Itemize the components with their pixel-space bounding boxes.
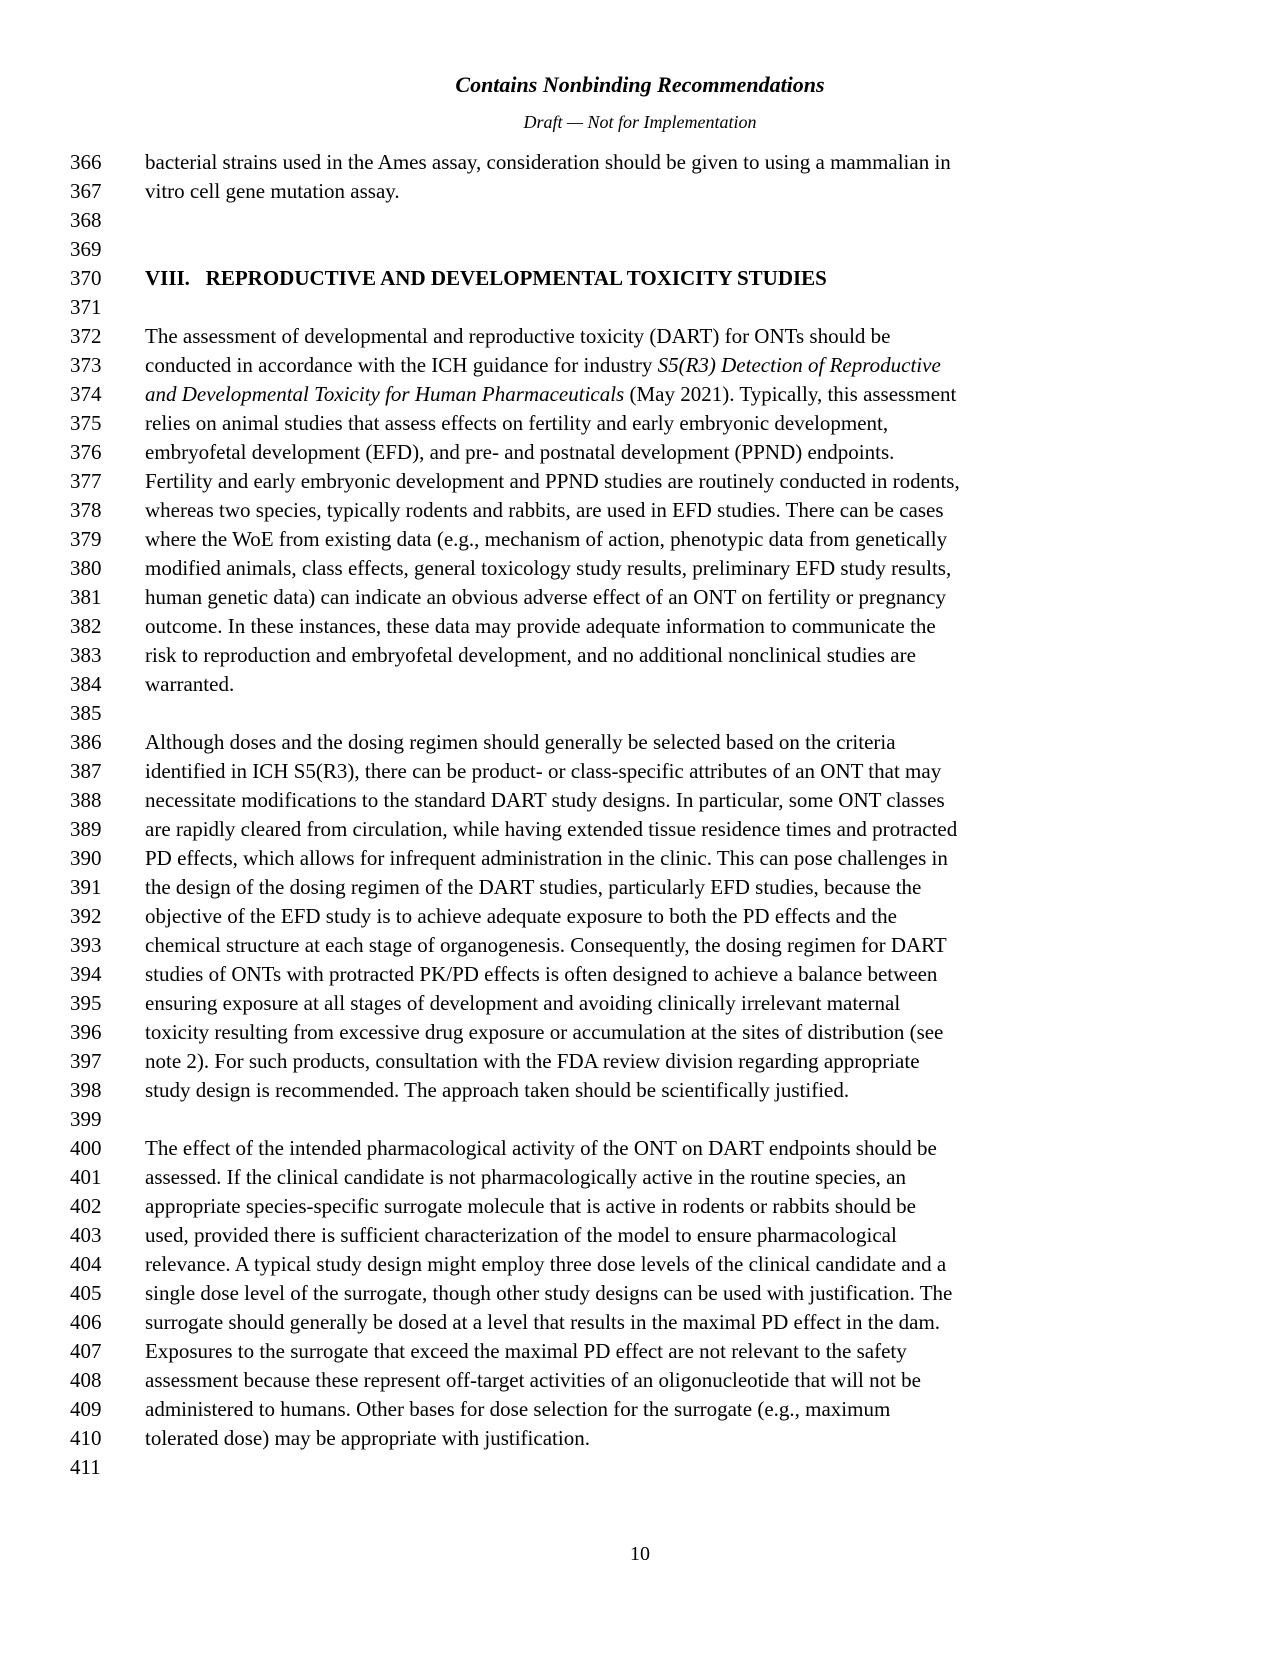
document-line — [0, 670, 1280, 699]
line-number: 373 — [70, 353, 102, 377]
line-number: 400 — [70, 1136, 102, 1160]
line-text: where the WoE from existing data (e.g., mechanism of action, phenotypic data from genetically — [145, 527, 948, 551]
document-line — [0, 235, 1280, 264]
line-number: 410 — [70, 1426, 102, 1450]
line-text: studies of ONTs with protracted PK/PD effects is often designed to achieve a balance between — [145, 962, 938, 986]
line-number: 368 — [70, 208, 102, 232]
document-line — [0, 554, 1280, 583]
line-text: The assessment of developmental and reproductive toxicity (DART) for ONTs should be — [145, 324, 891, 348]
document-line — [0, 612, 1280, 641]
line-text: necessitate modifications to the standard DART study designs. In particular, some ONT classes — [145, 788, 945, 812]
document-line — [0, 699, 1280, 728]
line-text: Although doses and the dosing regimen should generally be selected based on the criteria — [145, 730, 896, 754]
line-number: 377 — [70, 469, 102, 493]
document-line — [0, 902, 1280, 931]
line-number: 370 — [70, 266, 102, 290]
line-number: 379 — [70, 527, 102, 551]
line-text: PD effects, which allows for infrequent administration in the clinic. This can pose challenges in — [145, 846, 948, 870]
line-number: 391 — [70, 875, 102, 899]
line-text: modified animals, class effects, general toxicology study results, preliminary EFD study results, — [145, 556, 952, 580]
line-text: administered to humans. Other bases for dose selection for the surrogate (e.g., maximum — [145, 1397, 891, 1421]
line-text: outcome. In these instances, these data may provide adequate information to communicate the — [145, 614, 936, 638]
line-number: 376 — [70, 440, 102, 464]
line-text: embryofetal development (EFD), and pre- and postnatal development (PPND) endpoints. — [145, 440, 895, 464]
line-number: 372 — [70, 324, 102, 348]
document-line — [0, 148, 1280, 177]
document-line — [0, 931, 1280, 960]
line-text: appropriate species-specific surrogate molecule that is active in rodents or rabbits should be — [145, 1194, 916, 1218]
document-line — [0, 1453, 1280, 1482]
line-number: 405 — [70, 1281, 102, 1305]
document-line — [0, 264, 1280, 293]
line-text: the design of the dosing regimen of the DART studies, particularly EFD studies, because the — [145, 875, 922, 899]
line-number: 395 — [70, 991, 102, 1015]
document-line — [0, 1308, 1280, 1337]
document-line — [0, 467, 1280, 496]
document-header: Contains Nonbinding Recommendations — [455, 72, 825, 97]
line-number: 388 — [70, 788, 102, 812]
line-number: 382 — [70, 614, 102, 638]
line-text: note 2). For such products, consultation with the FDA review division regarding appropriate — [145, 1049, 920, 1073]
document-line — [0, 960, 1280, 989]
document-line — [0, 1221, 1280, 1250]
line-number: 406 — [70, 1310, 102, 1334]
line-number: 392 — [70, 904, 102, 928]
line-text: tolerated dose) may be appropriate with justification. — [145, 1426, 590, 1450]
line-number: 411 — [70, 1455, 101, 1479]
line-number: 393 — [70, 933, 102, 957]
document-line — [0, 815, 1280, 844]
document-line — [0, 1018, 1280, 1047]
line-text: objective of the EFD study is to achieve adequate exposure to both the PD effects and the — [145, 904, 897, 928]
document-line — [0, 989, 1280, 1018]
line-text: risk to reproduction and embryofetal development, and no additional nonclinical studies are — [145, 643, 916, 667]
line-number: 366 — [70, 150, 102, 174]
document-line — [0, 1424, 1280, 1453]
line-number: 401 — [70, 1165, 102, 1189]
line-text: vitro cell gene mutation assay. — [145, 179, 400, 203]
document-line — [0, 1163, 1280, 1192]
document-line — [0, 1279, 1280, 1308]
line-number: 369 — [70, 237, 102, 261]
line-number: 407 — [70, 1339, 102, 1363]
document-line — [0, 206, 1280, 235]
line-text: are rapidly cleared from circulation, while having extended tissue residence times and protracted — [145, 817, 958, 841]
line-text: bacterial strains used in the Ames assay, consideration should be given to using a mammalian in — [145, 150, 951, 174]
line-number: 389 — [70, 817, 102, 841]
line-number: 399 — [70, 1107, 102, 1131]
line-text: used, provided there is sufficient characterization of the model to ensure pharmacological — [145, 1223, 897, 1247]
document-line — [0, 380, 1280, 409]
line-number: 387 — [70, 759, 102, 783]
line-number: 378 — [70, 498, 102, 522]
line-number: 367 — [70, 179, 102, 203]
line-text: and Developmental Toxicity for Human Pharmaceuticals (May 2021). Typically, this assessment — [145, 382, 957, 406]
document-line — [0, 438, 1280, 467]
line-text: chemical structure at each stage of organogenesis. Consequently, the dosing regimen for DART — [145, 933, 947, 957]
document-line — [0, 583, 1280, 612]
line-number: 374 — [70, 382, 102, 406]
document-line — [0, 1047, 1280, 1076]
line-text: VIII. REPRODUCTIVE AND DEVELOPMENTAL TOXICITY STUDIES — [145, 266, 827, 290]
line-text: relevance. A typical study design might employ three dose levels of the clinical candidate and a — [145, 1252, 947, 1276]
line-text: ensuring exposure at all stages of development and avoiding clinically irrelevant maternal — [145, 991, 901, 1015]
line-number: 396 — [70, 1020, 102, 1044]
line-text: surrogate should generally be dosed at a level that results in the maximal PD effect in the dam. — [145, 1310, 941, 1334]
document-line — [0, 1395, 1280, 1424]
document-line — [0, 728, 1280, 757]
document-line — [0, 525, 1280, 554]
line-number: 404 — [70, 1252, 102, 1276]
document-line — [0, 351, 1280, 380]
document-line — [0, 409, 1280, 438]
line-text: relies on animal studies that assess effects on fertility and early embryonic development, — [145, 411, 889, 435]
document-line — [0, 873, 1280, 902]
line-number: 408 — [70, 1368, 102, 1392]
line-number: 394 — [70, 962, 102, 986]
line-number: 371 — [70, 295, 102, 319]
line-number: 390 — [70, 846, 102, 870]
document-line — [0, 1337, 1280, 1366]
line-number: 384 — [70, 672, 102, 696]
line-number: 383 — [70, 643, 102, 667]
page-number: 10 — [630, 1543, 650, 1565]
line-number: 402 — [70, 1194, 102, 1218]
line-text: warranted. — [145, 672, 235, 696]
document-line — [0, 1366, 1280, 1395]
line-number: 375 — [70, 411, 102, 435]
line-number: 385 — [70, 701, 102, 725]
document-line — [0, 177, 1280, 206]
line-text: assessment because these represent off-target activities of an oligonucleotide that will not be — [145, 1368, 921, 1392]
document-line — [0, 641, 1280, 670]
line-number: 409 — [70, 1397, 102, 1421]
line-text: whereas two species, typically rodents and rabbits, are used in EFD studies. There can be cases — [145, 498, 944, 522]
line-text: identified in ICH S5(R3), there can be product- or class-specific attributes of an ONT that may — [145, 759, 942, 783]
line-number: 380 — [70, 556, 102, 580]
line-number: 397 — [70, 1049, 102, 1073]
document-line — [0, 1105, 1280, 1134]
document-line — [0, 496, 1280, 525]
document-line — [0, 1192, 1280, 1221]
document-line — [0, 1134, 1280, 1163]
line-text: human genetic data) can indicate an obvious adverse effect of an ONT on fertility or pregnancy — [145, 585, 946, 609]
document-line — [0, 757, 1280, 786]
line-text: toxicity resulting from excessive drug exposure or accumulation at the sites of distribution (see — [145, 1020, 944, 1044]
line-text: Fertility and early embryonic development and PPND studies are routinely conducted in rodents, — [145, 469, 960, 493]
line-number: 403 — [70, 1223, 102, 1247]
line-number: 386 — [70, 730, 102, 754]
draft-notice: Draft — Not for Implementation — [523, 112, 757, 132]
line-text: assessed. If the clinical candidate is not pharmacologically active in the routine species, an — [145, 1165, 906, 1189]
line-text: Exposures to the surrogate that exceed the maximal PD effect are not relevant to the safety — [145, 1339, 907, 1363]
line-text: conducted in accordance with the ICH guidance for industry S5(R3) Detection of Reproductive — [145, 353, 941, 377]
document-line — [0, 786, 1280, 815]
line-text: single dose level of the surrogate, though other study designs can be used with justification. The — [145, 1281, 953, 1305]
line-number: 381 — [70, 585, 102, 609]
document-line — [0, 1076, 1280, 1105]
line-number: 398 — [70, 1078, 102, 1102]
line-text: study design is recommended. The approach taken should be scientifically justified. — [145, 1078, 850, 1102]
document-line — [0, 293, 1280, 322]
document-line — [0, 844, 1280, 873]
document-line — [0, 322, 1280, 351]
line-text: The effect of the intended pharmacological activity of the ONT on DART endpoints should be — [145, 1136, 937, 1160]
document-line — [0, 1250, 1280, 1279]
line-list — [0, 148, 1280, 1482]
